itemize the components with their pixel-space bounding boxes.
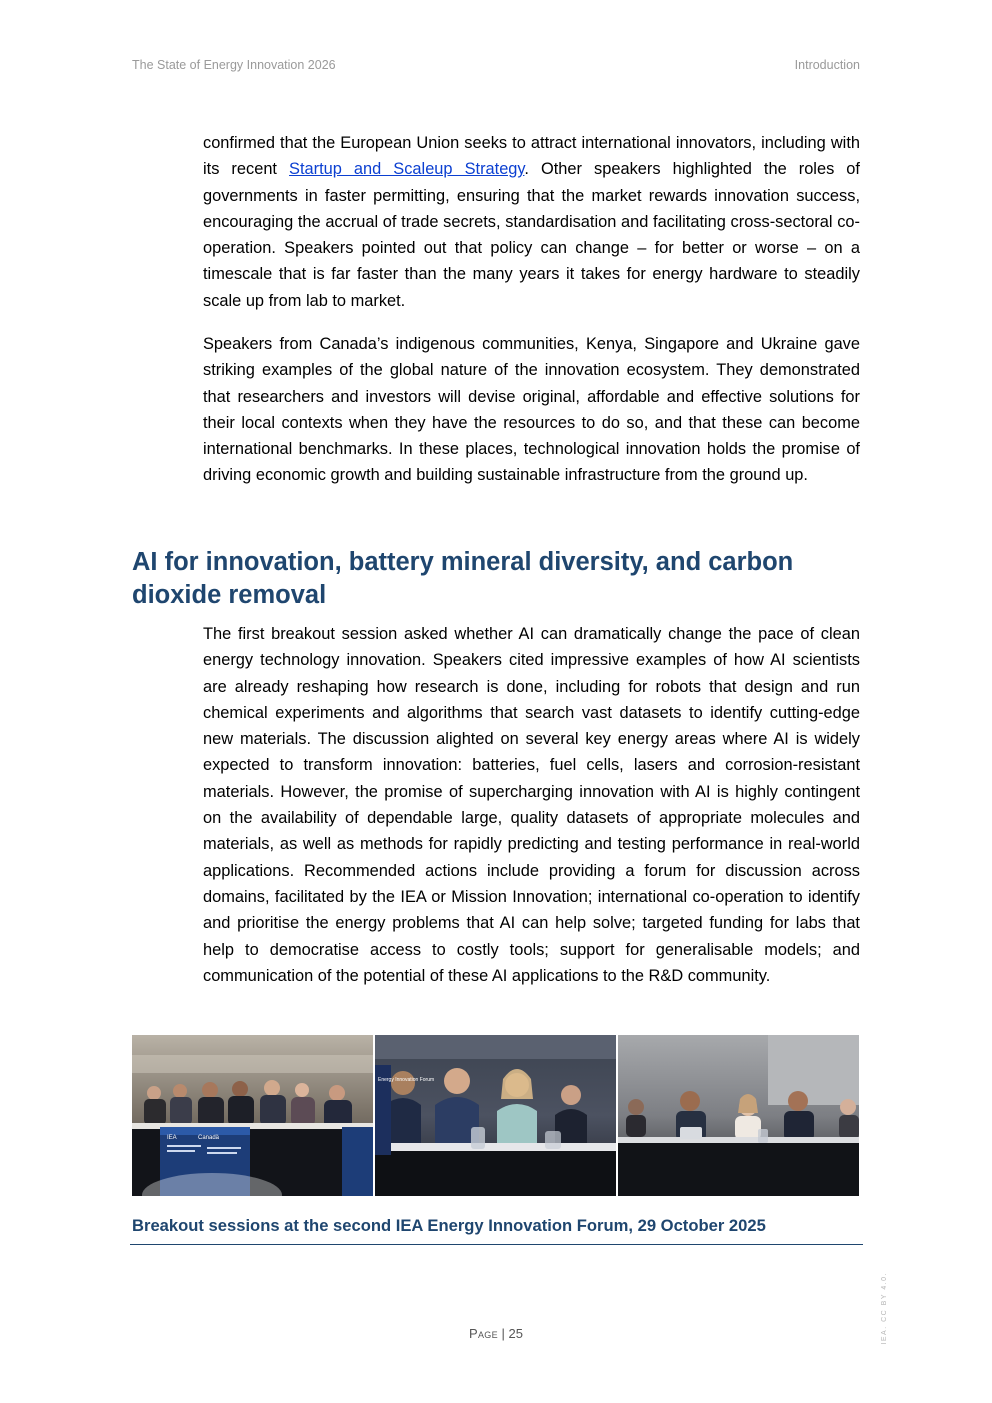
copyright-notice: IEA. CC BY 4.0. — [881, 1272, 888, 1345]
page-separator: | — [497, 1326, 509, 1341]
paragraph-text: . Other speakers highlighted the roles of governments in faster permitting, ensuring that the market rewards innovation success, encouraging the accrual of trade secrets, standardisation and facilitating cross-sectoral co-operation. Speakers pointed out that policy can change – for better or worse – on a timescale that is far faster than the many years it takes for energy hardware to steadily scale up from lab to market. — [203, 160, 860, 310]
paragraph-global-ecosystem: Speakers from Canada’s indigenous communities, Kenya, Singapore and Ukraine gave striking examples of the global nature of the innovation ecosystem. They demonstrated that researchers and investors will devise original, affordable and effective solutions for their local contexts when they have the resources to do so, and that these can become international benchmarks. In these places, technological innovation holds the promise of driving economic growth and building sustainable infrastructure from the ground up. — [203, 335, 860, 485]
paragraph-policy — [203, 130, 860, 314]
breakout-photo-2 — [375, 1035, 616, 1196]
section-heading: AI for innovation, battery mineral diversity, and carbon dioxide removal — [132, 548, 794, 609]
paragraph-ai-breakout: The first breakout session asked whether AI can dramatically change the pace of clean energy technology innovation. Speakers cited impressive examples of how AI scientists are already reshaping how research is done, including for robots that design and run chemical experiments and algorithms that search vast datasets to identify cutting-edge new materials. The discussion alighted on several key energy areas where AI is widely expected to transform innovation: batteries, fuel cells, lasers and corrosion-resistant materials. However, the promise of supercharging innovation with AI is highly contingent on the availability of dependable large, quality datasets of appropriate molecules and materials, as well as methods for rapidly predicting and testing performance in real-world applications. Recommended actions include providing a forum for discussion across domains, facilitated by the IEA or Mission Innovation; international co-operation to identify and prioritise the energy problems that AI can help solve; targeted funding for labs that help to democratise access to costly tools; support for generalisable models; and communication of the potential of these AI applications to the R&D community. — [203, 625, 860, 985]
page-number — [0, 1326, 992, 1341]
caption-divider — [130, 1244, 863, 1245]
photo-caption: Breakout sessions at the second IEA Energy Innovation Forum, 29 October 2025 — [132, 1216, 766, 1235]
breakout-photo-1 — [132, 1035, 373, 1196]
banner-iea-text: IEA — [167, 1135, 177, 1141]
banner-energy-text: Energy Innovation Forum — [378, 1077, 435, 1083]
breakout-photo-3 — [618, 1035, 859, 1196]
page-number-value: 25 — [508, 1326, 523, 1341]
paragraph-text: confirmed that the European Union seeks to attract international innovators, including with its recent — [203, 134, 860, 179]
banner-canada-text: Canadä — [198, 1135, 220, 1141]
page-label: Page — [469, 1326, 498, 1341]
report-title: The State of Energy Innovation 2026 — [132, 58, 336, 72]
startup-scaleup-strategy-link[interactable]: Startup and Scaleup Strategy — [289, 160, 525, 179]
photo-strip — [132, 1035, 859, 1196]
running-header — [132, 58, 860, 72]
chapter-name: Introduction — [794, 58, 860, 72]
